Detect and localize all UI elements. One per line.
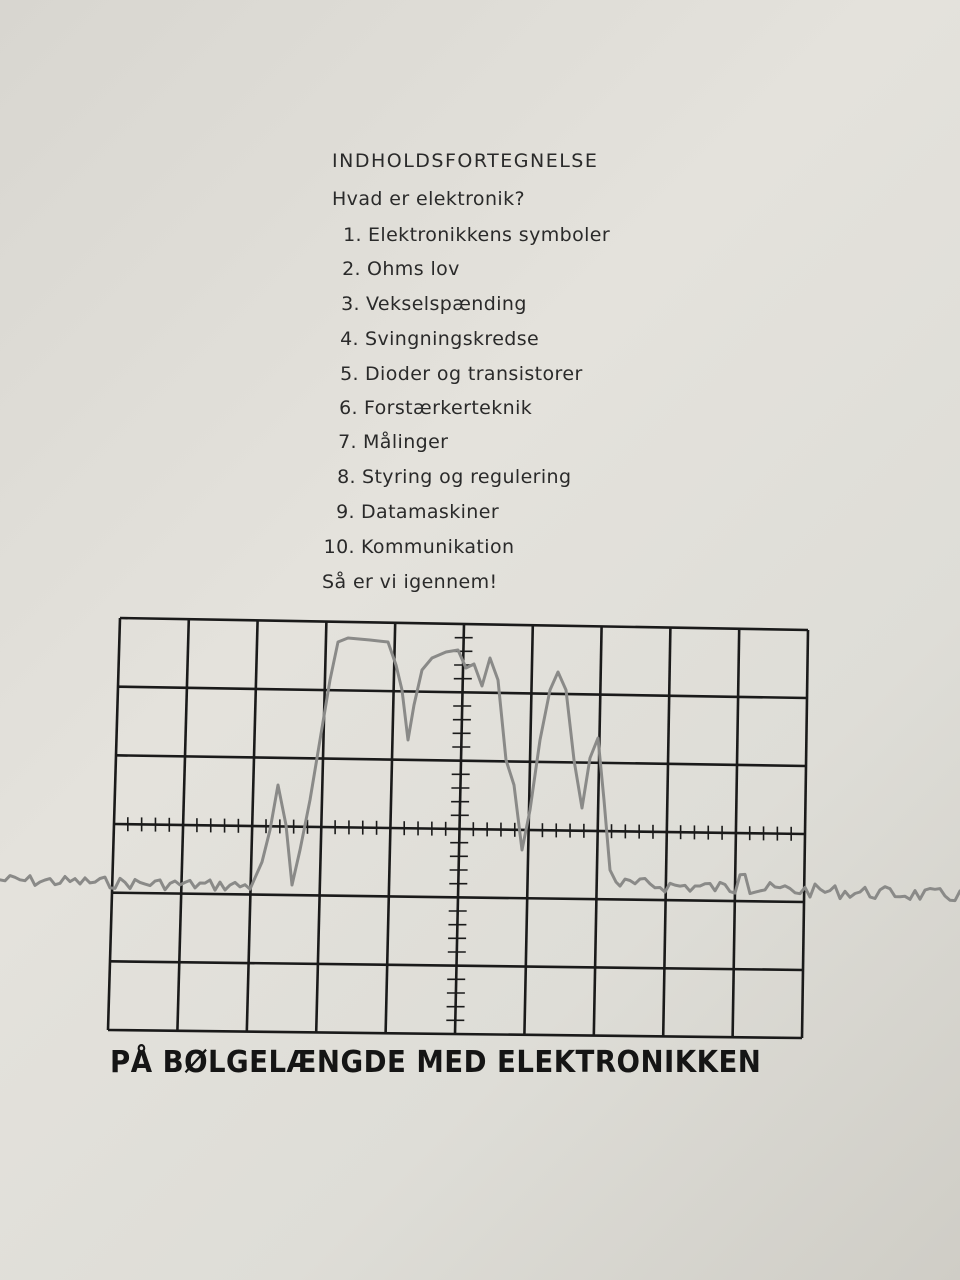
toc-heading: INDHOLDSFORTEGNELSE [332,150,599,172]
toc-chapter [319,363,583,385]
toc-intro: Hvad er elektronik? [332,188,525,210]
waveform-trace [0,638,960,901]
toc-chapter-number: 4. [340,328,359,350]
toc-chapter-title: Datamaskiner [361,501,500,523]
toc-chapter-title: Ohms lov [367,258,460,280]
toc-chapter-title: Målinger [363,431,449,453]
toc-chapter [315,501,499,523]
toc-chapter-number: 2. [342,258,361,280]
toc-chapter [321,258,460,280]
toc-outro: Så er vi igennem! [322,571,498,593]
oscilloscope-grid [108,618,808,1038]
toc-chapter [319,328,539,350]
toc-chapter-title: Forstærkerteknik [364,397,533,419]
toc-chapter-number: 7. [338,431,357,453]
toc-chapter [322,224,610,246]
toc-chapter [318,397,532,419]
toc-chapter-number: 3. [341,293,360,315]
toc-chapter [320,293,527,315]
toc-chapter-number: 1. [343,224,362,246]
toc-chapter [317,431,448,453]
toc-chapter [316,466,571,488]
toc-chapter-title: Svingningskredse [365,328,540,350]
toc-chapter-number: 6. [339,397,358,419]
toc-chapter-title: Styring og regulering [362,466,572,488]
toc-chapter [315,536,514,558]
toc-chapter-title: Vekselspænding [366,293,527,315]
toc-chapter-number: 5. [340,363,359,385]
toc-chapter-title: Kommunikation [361,536,515,558]
toc-chapter-title: Dioder og transistorer [365,363,583,385]
toc-chapter-number: 10. [323,536,355,558]
toc-chapter-title: Elektronikkens symboler [368,224,611,246]
toc-chapter-number: 8. [337,466,356,488]
oscilloscope-illustration [0,610,960,1040]
toc-chapter-number: 9. [336,501,355,523]
book-title: PÅ BØLGELÆNGDE MED ELEKTRONIKKEN [110,1045,762,1080]
